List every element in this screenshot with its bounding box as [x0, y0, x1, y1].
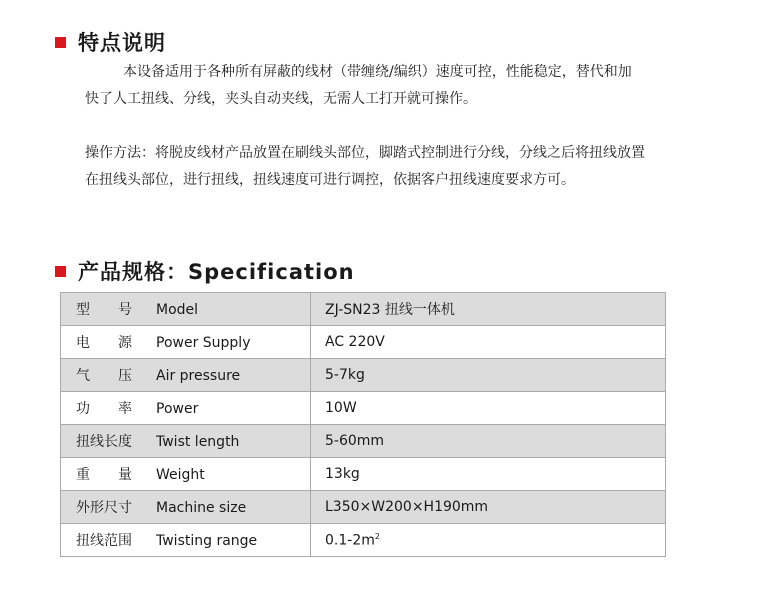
spec-label-cell	[61, 491, 311, 524]
spec-value: 13kg	[311, 458, 666, 491]
spec-label-en: Twisting range	[156, 533, 258, 549]
table-row	[61, 392, 666, 425]
spec-label-cn: 电 源	[76, 335, 132, 351]
spec-label-cell	[61, 524, 311, 557]
spec-value-superscript: 2	[374, 531, 380, 541]
spec-label-cell	[61, 293, 311, 326]
spec-label-cn: 扭线范围	[76, 533, 132, 549]
spec-label-en: Model	[156, 302, 199, 318]
table-row	[61, 458, 666, 491]
spec-value: L350×W200×H190mm	[311, 491, 666, 524]
features-description: 本设备适用于各种所有屏蔽的线材（带缠绕/编织）速度可控，性能稳定，替代和加快了人工扭线、分线，夹头自动夹线，无需人工打开就可操作。	[85, 64, 632, 107]
spec-value: AC 220V	[311, 326, 666, 359]
spec-table	[60, 292, 666, 557]
spec-value: 5-7kg	[311, 359, 666, 392]
bullet-square-icon	[55, 266, 66, 277]
spec-label-cell	[61, 326, 311, 359]
table-row	[61, 425, 666, 458]
operation-method: 操作方法：将脱皮线材产品放置在刷线头部位，脚踏式控制进行分线，分线之后将扭线放置在扭线头部位，进行扭线，扭线速度可进行调控，依据客户扭线速度要求方可。	[85, 145, 645, 188]
spec-label-cn: 气 压	[76, 368, 132, 384]
spec-value-cell	[311, 524, 666, 557]
table-row	[61, 359, 666, 392]
spec-label-cn: 外形尺寸	[76, 500, 132, 516]
table-row	[61, 524, 666, 557]
table-row	[61, 491, 666, 524]
spec-value: ZJ-SN23 扭线一体机	[311, 293, 666, 326]
spec-label-cn: 型 号	[76, 302, 132, 318]
spec-label-cell	[61, 458, 311, 491]
spec-label-en: Twist length	[156, 434, 240, 450]
spec-label-cn: 扭线长度	[76, 434, 132, 450]
spec-label-en: Air pressure	[156, 368, 241, 384]
table-row	[61, 293, 666, 326]
spec-label-en: Power	[156, 401, 199, 417]
spec-label-en: Machine size	[156, 500, 247, 516]
features-title: 特点说明	[78, 31, 166, 55]
spec-label-cell	[61, 425, 311, 458]
features-heading	[55, 27, 166, 57]
spec-label-cn: 功 率	[76, 401, 132, 417]
spec-label-en: Weight	[156, 467, 205, 483]
spec-value: 0.1-2m	[325, 532, 375, 549]
specs-title: 产品规格：Specification	[78, 260, 355, 284]
spec-label-cell	[61, 392, 311, 425]
spec-label-cn: 重 量	[76, 467, 132, 483]
spec-value: 5-60mm	[311, 425, 666, 458]
table-row	[61, 326, 666, 359]
spec-value: 10W	[311, 392, 666, 425]
specs-heading	[55, 256, 355, 286]
bullet-square-icon	[55, 37, 66, 48]
spec-label-en: Power Supply	[156, 335, 251, 351]
spec-label-cell	[61, 359, 311, 392]
